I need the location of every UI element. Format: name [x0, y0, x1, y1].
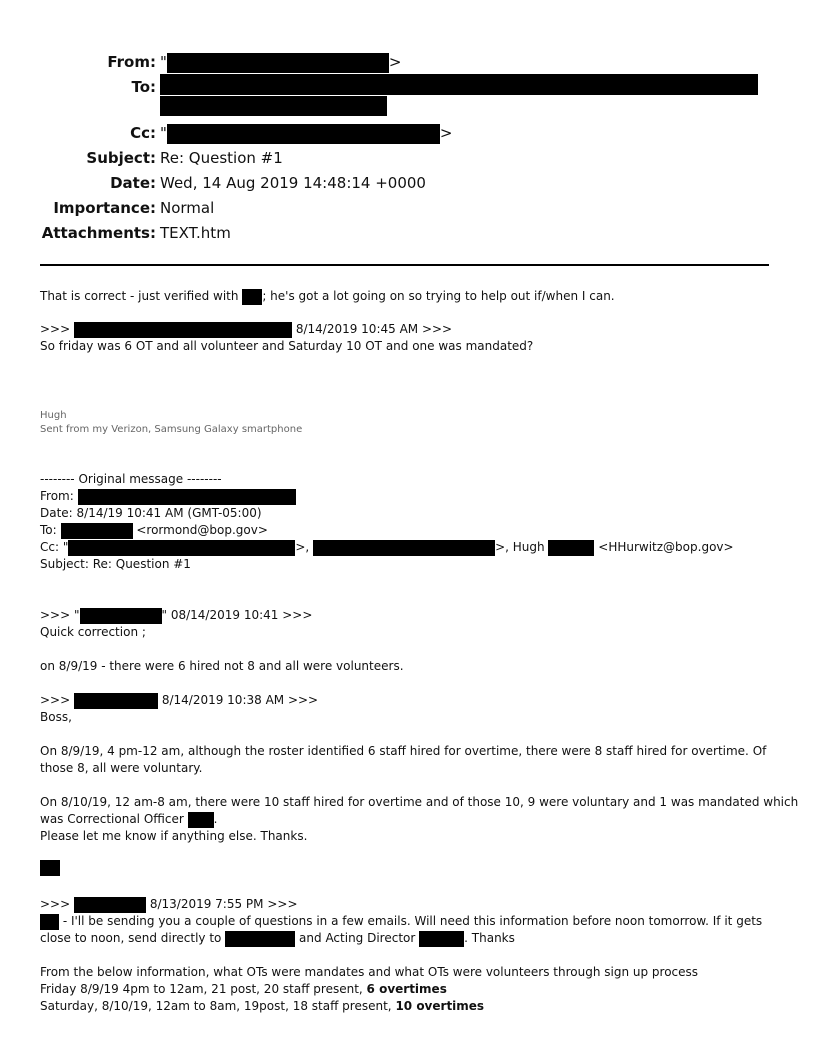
redaction-bar: [167, 124, 440, 144]
redaction-bar: [242, 289, 262, 305]
date-value: Wed, 14 Aug 2019 14:48:14 +0000: [160, 174, 426, 192]
orig-date-line: Date: 8/14/19 10:41 AM (GMT-05:00): [40, 506, 262, 520]
quote-header-3: >>> 8/14/2019 10:38 AM >>>: [40, 693, 319, 707]
cc-row: [0, 122, 816, 144]
quote-text-2b: on 8/9/19 - there were 6 hired not 8 and all were volunteers.: [40, 659, 404, 673]
original-message-header: -------- Original message --------: [40, 472, 222, 486]
quote-header-2: >>> " " 08/14/2019 10:41 >>>: [40, 608, 313, 622]
redaction-bar: [80, 608, 162, 624]
redaction-bar: [160, 96, 387, 116]
quote-text-4a: - I'll be sending you a couple of questions in a few emails. Will need this information before noon tomorrow. If it gets: [40, 913, 762, 930]
greeting: Boss,: [40, 710, 72, 724]
importance-row: [0, 197, 816, 219]
paragraph-2a: On 8/10/19, 12 am-8 am, there were 10 staff hired for overtime and of those 10, 9 were voluntary and 1 was mandated which: [40, 795, 799, 809]
subject-label: Subject:: [86, 149, 156, 167]
cc-value: " >: [160, 124, 453, 142]
orig-subject-line: Subject: Re: Question #1: [40, 557, 191, 571]
paragraph-3: Please let me know if anything else. Thanks.: [40, 829, 308, 843]
paragraph-1a: On 8/9/19, 4 pm-12 am, although the roster identified 6 staff hired for overtime, there were 8 staff hired for overtime. Of: [40, 744, 767, 758]
attachments-value[interactable]: TEXT.htm: [160, 224, 231, 242]
redaction-bar: [40, 914, 59, 930]
redaction-bar: [167, 53, 389, 73]
quote-header-1: >>> 8/14/2019 10:45 AM >>>: [40, 322, 453, 336]
cc-label: Cc:: [130, 124, 156, 142]
paragraph-2b: was Correctional Officer .: [40, 812, 218, 826]
header-divider: [40, 264, 769, 266]
redaction-bar: [419, 931, 464, 947]
redaction-bar: [61, 523, 133, 539]
date-label: Date:: [110, 174, 156, 192]
subject-row: [0, 147, 816, 169]
orig-cc-line: Cc: " >, >, Hugh <HHurwitz@bop.gov>: [40, 540, 734, 554]
signature-device: Sent from my Verizon, Samsung Galaxy smartphone: [40, 424, 303, 435]
info-line-1: From the below information, what OTs were mandates and what OTs were volunteers through sign up process: [40, 965, 699, 979]
date-row: [0, 172, 816, 194]
info-line-2: Friday 8/9/19 4pm to 12am, 21 post, 20 staff present, 6 overtimes: [40, 982, 447, 996]
paragraph-1b: those 8, all were voluntary.: [40, 761, 203, 775]
redaction-bar: [548, 540, 594, 556]
redaction-bar: [225, 931, 295, 947]
redaction-bar: [74, 322, 292, 338]
redaction-bar: [74, 897, 146, 913]
redaction-bar: [78, 489, 296, 505]
info-line-3: Saturday, 8/10/19, 12am to 8am, 19post, 18 staff present, 10 overtimes: [40, 999, 485, 1013]
redaction-bar: [68, 540, 295, 556]
redaction-bar: [188, 812, 214, 828]
attachments-row: [0, 222, 816, 244]
redaction-bar: [40, 860, 60, 876]
importance-value: Normal: [160, 199, 215, 217]
subject-value: Re: Question #1: [160, 149, 283, 167]
quote-header-4: >>> 8/13/2019 7:55 PM >>>: [40, 897, 298, 911]
importance-label: Importance:: [53, 199, 156, 217]
redaction-bar: [74, 693, 158, 709]
reply-line: That is correct - just verified with ; he's got a lot going on so trying to help out if/when I can.: [40, 289, 615, 303]
signature-name: Hugh: [40, 410, 67, 421]
to-label: To:: [131, 78, 156, 96]
from-value: " >: [160, 53, 402, 71]
redaction-bar: [160, 74, 758, 95]
attachments-label: Attachments:: [41, 224, 156, 242]
from-row: [0, 51, 816, 73]
quote-text-4b: close to noon, send directly to and Acting Director . Thanks: [40, 931, 515, 945]
orig-from-line: From:: [40, 488, 296, 505]
quote-text-1: So friday was 6 OT and all volunteer and Saturday 10 OT and one was mandated?: [40, 339, 534, 353]
from-label: From:: [107, 53, 156, 71]
orig-to-line: To: <rormond@bop.gov>: [40, 523, 268, 537]
quote-text-2: Quick correction ;: [40, 625, 146, 639]
redaction-bar: [313, 540, 495, 556]
